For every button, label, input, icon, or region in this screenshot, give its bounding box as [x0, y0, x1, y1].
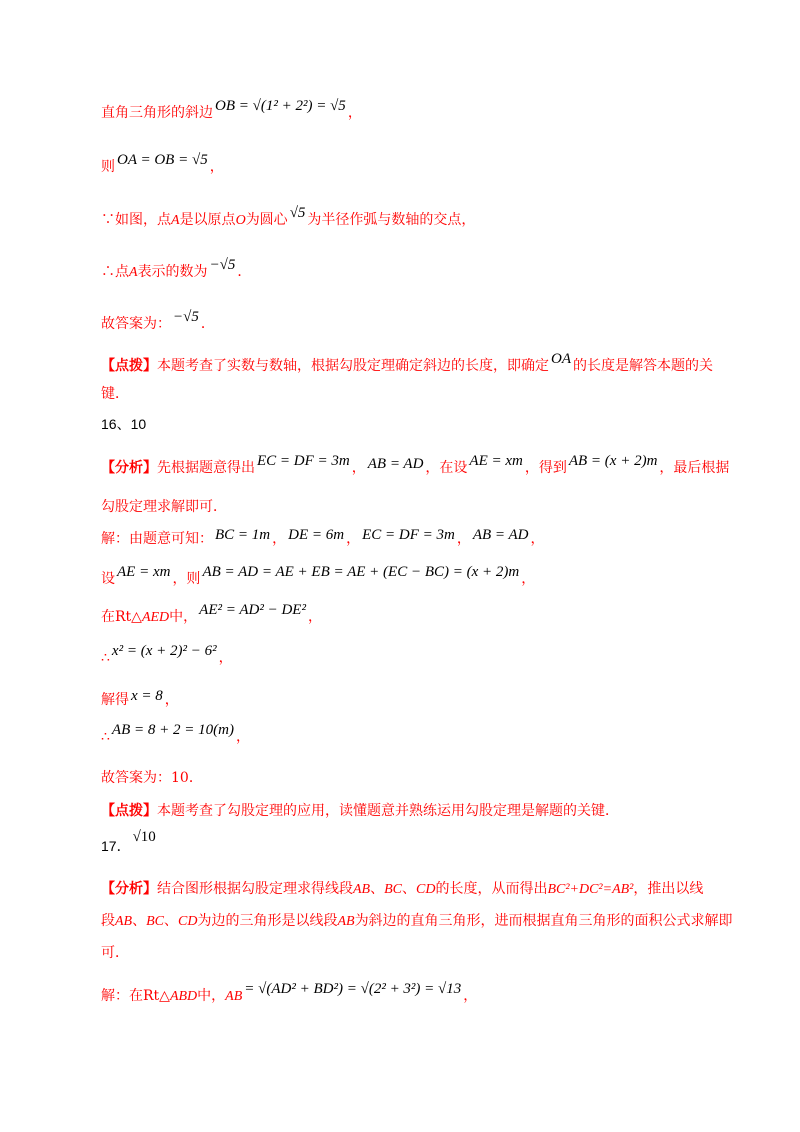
formula: AE = xm [117, 564, 171, 580]
text: ， [218, 650, 233, 666]
text: 勾股定理求解即可． [101, 499, 227, 515]
tip-label: 【点拨】 [101, 803, 157, 819]
formula: EC = DF = 3m [362, 527, 455, 543]
formula: AB = 8 + 2 = 10(m) [111, 722, 234, 738]
because-line [101, 205, 476, 231]
text: 先根据题意得出 [157, 460, 255, 476]
text: 的长度是解答本题的关 [573, 358, 713, 374]
text: 中， [197, 988, 226, 1004]
therefore-16-b [101, 722, 250, 747]
formula: BC²+DC²=AB² [547, 882, 634, 897]
text: ， [347, 105, 362, 121]
text: 为圆心 [245, 212, 288, 228]
text: 解：在Rt△ [101, 988, 170, 1004]
text: ， [351, 460, 366, 476]
analysis-label: 【分析】 [101, 460, 157, 476]
segment-bc: BC [146, 914, 164, 929]
segment-bc: BC [384, 882, 402, 897]
text: ． [200, 316, 215, 332]
text: ， [235, 729, 250, 745]
triangle-aed: AED [141, 610, 170, 625]
therefore-16-a [101, 643, 233, 668]
text: 为斜边的直角三角形，进而根据直角三角形的面积公式求解即 [354, 913, 733, 929]
text: 故答案为： [101, 316, 171, 332]
formula: AB = AD [472, 527, 529, 543]
heading-16 [101, 414, 146, 434]
point-o: O [235, 213, 246, 228]
triangle-abd: ABD [169, 989, 198, 1004]
analysis-17-cont [101, 911, 733, 932]
text: 、 [402, 881, 416, 897]
text: 结合图形根据勾股定理求得线段 [157, 881, 353, 897]
formula-sqrt5: √5 [289, 205, 306, 221]
analysis-16-cont [101, 497, 227, 517]
segment-cd: CD [178, 914, 198, 929]
formula-answer-15: −√5 [173, 309, 199, 325]
therefore-symbol: ∴ [101, 650, 110, 666]
text: ，推出以线 [633, 881, 704, 897]
text: 故答案为：10． [101, 770, 203, 786]
text: 在Rt△ [101, 609, 142, 625]
text: ∵如图，点 [101, 212, 171, 228]
text: 是以原点 [179, 212, 236, 228]
therefore-symbol: ∴ [101, 729, 110, 745]
set-16 [101, 564, 536, 589]
solve-16 [101, 690, 179, 710]
formula: x² = (x + 2)² − 6² [111, 643, 217, 659]
segment-ab: AB [353, 882, 371, 897]
formula: x = 8 [131, 688, 163, 704]
tip-15 [101, 351, 713, 376]
tip-15-cont [101, 384, 129, 404]
text: ， [521, 571, 536, 587]
text: ∴点 [101, 264, 129, 280]
formula-oa: OA [551, 351, 571, 367]
text: ，最后根据 [659, 460, 730, 476]
text: 为半径作弧与数轴的交点， [307, 212, 476, 228]
heading-17 [101, 829, 158, 857]
answer-16 [101, 768, 203, 788]
formula: BC = 1m [215, 527, 271, 543]
formula: AB = AD [367, 456, 424, 472]
text: ， [164, 692, 179, 708]
text: 设 [101, 571, 115, 587]
text: 解：由题意可知： [101, 531, 213, 547]
tip-label: 【点拨】 [101, 358, 157, 374]
text: ， [272, 531, 287, 547]
text: ， [456, 531, 471, 547]
text: 中， [169, 609, 198, 625]
segment-cd: CD [416, 882, 436, 897]
formula-neg-sqrt5: −√5 [209, 257, 236, 273]
text: ，在设 [425, 460, 468, 476]
text: ，则 [172, 571, 201, 587]
text: 表示的数为 [137, 264, 208, 280]
text: 本题考查了实数与数轴，根据勾股定理确定斜边的长度，即确定 [157, 358, 549, 374]
text: 、 [370, 881, 385, 897]
text: 、 [164, 913, 178, 929]
text: ． [237, 264, 252, 280]
text: ， [209, 159, 224, 175]
point-a: A [129, 265, 138, 280]
analysis-16 [101, 453, 730, 478]
text: 段 [101, 913, 115, 929]
formula: EC = DF = 3m [257, 453, 350, 469]
text: 解得 [101, 692, 129, 708]
analysis-17 [101, 879, 703, 900]
formula-sqrt10: √10 [132, 829, 156, 845]
solution-16 [101, 529, 545, 549]
formula-ob: OB = √(1² + 2²) = √5 [215, 98, 346, 114]
formula: AB = (x + 2)m [568, 453, 658, 469]
text: 直角三角形的斜边 [101, 105, 213, 121]
text: 则 [101, 159, 115, 175]
analysis-17-end [101, 943, 129, 963]
rt-16 [101, 602, 322, 628]
hypotenuse-line [101, 98, 362, 123]
text: ， [530, 531, 545, 547]
tip-16 [101, 801, 619, 821]
text: 的长度，从而得出 [435, 881, 548, 897]
oa-ob-line [101, 152, 224, 177]
text: 可． [101, 945, 129, 961]
question-number: 17． [101, 838, 131, 854]
text: ， [463, 988, 478, 1004]
analysis-label: 【分析】 [101, 881, 157, 897]
segment-ab: AB [115, 914, 133, 929]
segment-ab: AB [225, 989, 243, 1004]
question-number: 16、10 [101, 416, 147, 432]
formula-oa-ob: OA = OB = √5 [117, 152, 208, 168]
therefore-line [101, 257, 252, 283]
text: 、 [132, 913, 147, 929]
formula: AE² = AD² − DE² [199, 602, 306, 618]
text: 键． [101, 386, 129, 402]
segment-ab: AB [337, 914, 355, 929]
text: ， [307, 609, 322, 625]
text: 为边的三角形是以线段 [197, 913, 338, 929]
answer-line-15 [101, 309, 215, 334]
text: ，得到 [524, 460, 567, 476]
formula: AE = xm [469, 453, 523, 469]
point-a: A [171, 213, 180, 228]
formula: = √(AD² + BD²) = √(2² + 3²) = √13 [244, 981, 462, 997]
solution-17 [101, 981, 478, 1007]
formula: AB = AD = AE + EB = AE + (EC − BC) = (x + 2)m [202, 564, 520, 580]
text: ， [346, 531, 361, 547]
text: 本题考查了勾股定理的应用，读懂题意并熟练运用勾股定理是解题的关键． [157, 803, 619, 819]
formula: DE = 6m [288, 527, 345, 543]
